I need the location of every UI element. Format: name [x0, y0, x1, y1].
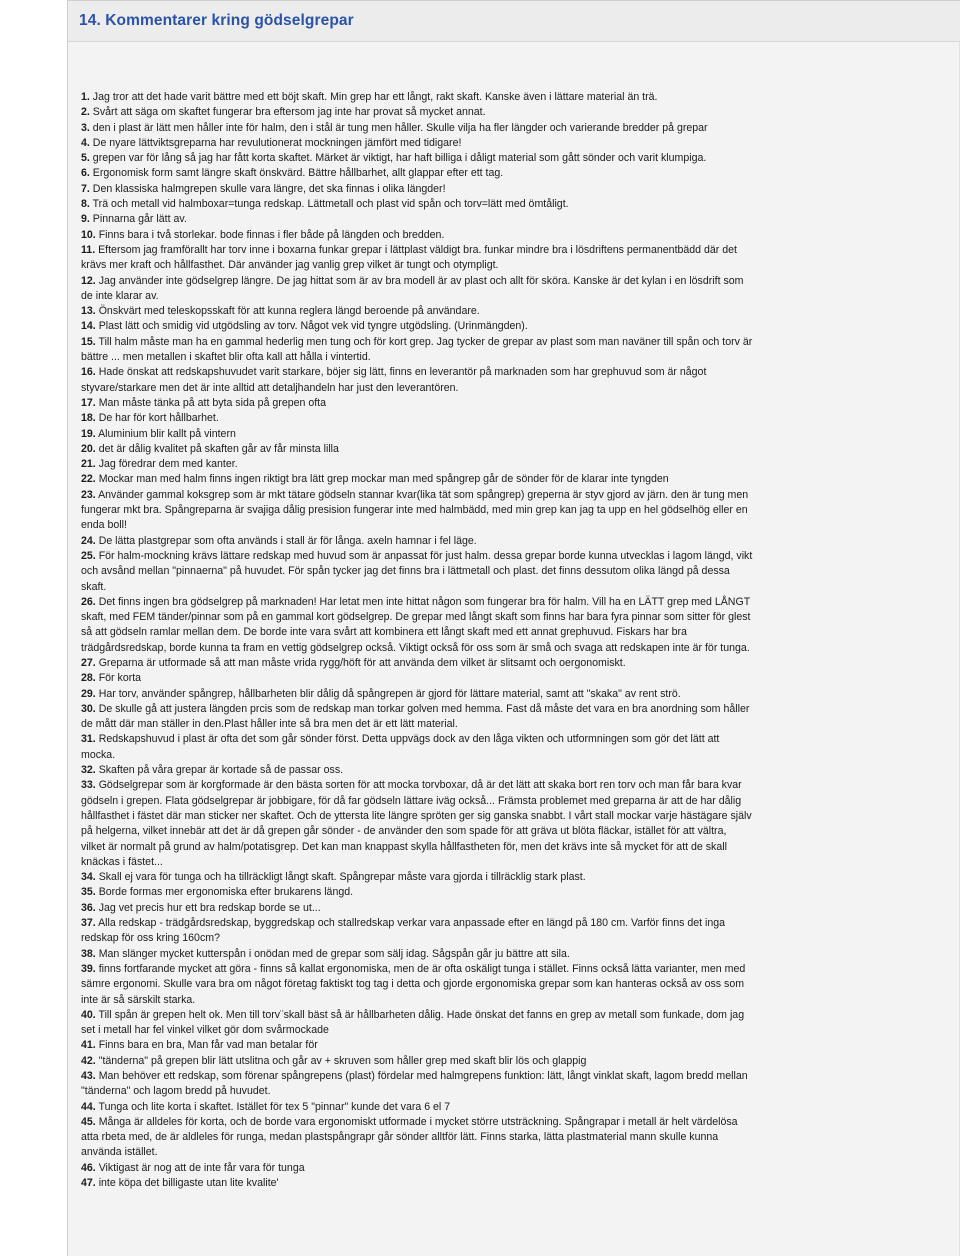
comment-item: [81, 488, 753, 534]
comment-number: 2.: [81, 106, 90, 119]
comment-item: [81, 671, 753, 686]
comment-number: 31.: [81, 733, 96, 746]
comment-number: 43.: [81, 1070, 96, 1082]
comment-text: Det finns ingen bra gödselgrep på marknaden! Har letat men inte hittat någon som fungerar bra för halm. Vill ha en LÄTT grep med LÅNGT skaft, med FEM tänder/pinnar som på en gammal kort gödselgrep. De grepar med långt skaft som finns har bara fyra pinnar som sitter för glest så att gödseln ramlar mellan dem. De borde inte vara svårt att kombinera ett långt skaft med ett annat grephuvud. Fiskars har bra trädgårdsredskap, borde kunna ta fram en vettig gödselgrep också. Viktigt också för oss som är små och svaga att redskapen inte är för tunga.: [81, 595, 751, 654]
comment-text: Svårt att säga om skaftet fungerar bra eftersom jag inte har provat så mycket annat.: [92, 106, 486, 119]
comment-number: 36.: [81, 901, 96, 914]
comment-text: Skall ej vara för tunga och ha tillräckligt långt skaft. Spångrepar måste vara gjorda i tillräcklig stark plast.: [98, 871, 586, 884]
comment-number: 1.: [81, 91, 90, 103]
comment-item: [81, 151, 753, 166]
comment-number: 17.: [81, 396, 96, 409]
comment-number: 26.: [81, 595, 96, 608]
comment-text: Använder gammal koksgrep som är mkt tätare gödseln stannar kvar(lika tät som spångrep) greperna är styv gjord av järn. den är tung men fungerar mkt bra. Spångreparna är svajiga dålig presision fungerar inte med halmbädd, med min grep kan jag ta upp en hel gödselhög eller en enda boll!: [81, 488, 749, 532]
comment-item: [81, 595, 753, 656]
comment-number: 46.: [81, 1161, 96, 1174]
comment-item: [81, 197, 753, 212]
comment-number: 18.: [81, 412, 96, 425]
comment-number: 20.: [81, 442, 96, 455]
comment-item: [81, 304, 753, 319]
comment-text: Gödselgrepar som är korgformade är den bästa sorten för att mocka torvboxar, då är det lätt att skaka bort ren torv och man får bara kvar gödseln i grepen. Flata gödselgrepar är jobbigare, för då far gödseln lättare iväg också... Främsta problemet med greparna är att de har dålig hållfasthet i fästet där man sticker ner skaftet. Och de yttersta lite längre spröten ger sig ganska snabbt. I vårt stall mockar varje hästägare själv på helgerna, vilket innebär att det är då grepen går sönder - de använder den som spade för att gräva ut blöta fläckar, istället för att vältra, vilket är normalt på grund av halm/potatisgrep. Det kan man knappast skylla hållfastheten för, men det krävs inte så mycket för att de skall knäckas i fästet...: [81, 779, 752, 868]
comment-item: [81, 274, 753, 305]
comment-item: [81, 901, 753, 916]
comment-item: [81, 335, 753, 366]
comment-item: [81, 732, 753, 763]
comment-item: [81, 962, 753, 1008]
comment-number: 45.: [81, 1115, 96, 1128]
comment-number: 29.: [81, 687, 96, 700]
comment-text: De lätta plastgrepar som ofta används i stall är för långa. axeln hamnar i fel läge.: [98, 534, 477, 547]
comment-text: Viktigast är nog att de inte får vara för tunga: [98, 1161, 305, 1174]
comment-item: [81, 702, 753, 733]
comment-number: 33.: [81, 779, 96, 792]
comment-item: [81, 1115, 753, 1161]
comment-item: [81, 427, 753, 442]
comment-text: Redskapshuvud i plast är ofta det som går sönder först. Detta uppvägs dock av den låga vikten och utformningen som gör det lätt att mocka.: [81, 733, 720, 761]
comment-item: [81, 549, 753, 595]
comment-item: [81, 534, 753, 549]
comment-text: Har torv, använder spångrep, hållbarheten blir dålig då spångrepen är gjord för lättare material, samt att "skaka" av rent strö.: [98, 687, 681, 700]
comment-number: 37.: [81, 917, 96, 930]
comment-text: Tunga och lite korta i skaftet. Istället för tex 5 "pinnar" kunde det vara 6 el 7: [98, 1100, 451, 1113]
comment-item: [81, 778, 753, 870]
comment-item: [81, 870, 753, 885]
comment-text: Man behöver ett redskap, som förenar spångrepens (plast) fördelar med halmgrepens funktion: lätt, långt vinklat skaft, lagom bredd mellan "tänderna" och lagom bredd på huvudet.: [81, 1070, 748, 1098]
comment-number: 7.: [81, 182, 90, 195]
comment-item: [81, 1100, 753, 1115]
comment-text: grepen var för lång så jag har fått korta skaftet. Märket är viktigt, har haft billiga i dåligt material som gått sönder och varit klumpiga.: [92, 152, 707, 165]
comment-text: Jag vet precis hur ett bra redskap borde se ut...: [98, 901, 321, 914]
comment-number: 15.: [81, 335, 96, 348]
comment-text: Till spån är grepen helt ok. Men till torv¨skall bäst så är hållbarheten dålig. Hade önskat det fanns en grep av metall som funkade, dom jag set i metall har fel vinkel vilket gör dom svårmockade: [81, 1008, 745, 1037]
comment-text: Jag använder inte gödselgrep längre. De jag hittat som är av bra modell är av plast och allt för sköra. Kanske är det kylan i en lösdrift som de inte klarar av.: [81, 274, 744, 302]
comment-text: Greparna är utformade så att man måste vrida rygg/höft för att använda dem vilket är slitsamt och oergonomiskt.: [98, 656, 626, 669]
comment-item: [81, 656, 753, 671]
comment-text: Önskvärt med teleskopsskaft för att kunna reglera längd beroende på användare.: [98, 305, 480, 318]
comment-item: [81, 396, 753, 411]
comment-text: Pinnarna går lätt av.: [92, 213, 187, 226]
comment-number: 35.: [81, 886, 96, 899]
comment-item: [81, 763, 753, 778]
comment-text: De har för kort hållbarhet.: [98, 412, 219, 425]
comment-text: Man måste tänka på att byta sida på grepen ofta: [98, 396, 327, 409]
comment-item: [81, 182, 753, 197]
comment-text: För halm-mockning krävs lättare redskap med huvud som är anpassat för just halm. dessa grepar borde kunna utvecklas i lagom längd, vikt och avsånd mellan "pinnaerna" på huvudet. För spån tycker jag det finns bra i lättmetall och plast. det finns dessutom olika längd på dessa skaft.: [81, 549, 753, 593]
comment-item: [81, 947, 753, 962]
comment-item: [81, 687, 753, 702]
comment-text: den i plast är lätt men håller inte för halm, den i stål är tung men håller. Skulle vilja ha fler längder och varierande bredder på grepar: [92, 121, 708, 134]
comment-text: De skulle gå att justera längden prcis som de redskap man torkar golven med hemma. Fast då måste det vara en bra anordning som håller de mått där man ställer in den.Plast håller inte så bra men det är ett lätt material.: [81, 702, 750, 731]
comment-item: [81, 228, 753, 243]
comment-item: [81, 90, 753, 105]
comment-text: Eftersom jag framförallt har torv inne i boxarna funkar grepar i lättplast väldigt bra. funkar mindre bra i lösdriftens permanentbädd där det krävs mer kraft och hållfasthet. Där använder jag vanlig grep vilket är tungt och otympligt.: [81, 243, 737, 272]
comment-item: [81, 1008, 753, 1039]
comment-item: [81, 212, 753, 227]
comment-text: Finns bara i två storlekar. bode finnas i fler både på längden och bredden.: [98, 228, 445, 241]
comment-number: 6.: [81, 167, 90, 180]
comment-text: "tänderna" på grepen blir lätt utslitna och går av + skruven som håller grep med skaft blir lös och glappig: [98, 1054, 587, 1067]
comment-text: Jag tror att det hade varit bättre med ett böjt skaft. Min grep har ett långt, rakt skaft. Kanske även i lättare material än trä.: [92, 91, 658, 103]
comment-text: Till halm måste man ha en gammal hederlig men tung och för kort grep. Jag tycker de grepar av plast som man naväner till spån och torv är bättre ... men metallen i skaftet blir ofta kall att hålla i vintertid.: [81, 335, 753, 364]
comment-text: Alla redskap - trädgårdsredskap, byggredskap och stallredskap verkar vara anpassade efter en längd på 180 cm. Varför finns det inga redskap för oss kring 160cm?: [81, 917, 726, 945]
comment-number: 10.: [81, 228, 96, 241]
comment-number: 30.: [81, 702, 96, 715]
comment-number: 19.: [81, 427, 96, 440]
comment-text: Den klassiska halmgrepen skulle vara längre, det ska finnas i olika längder!: [92, 182, 446, 195]
comment-number: 8.: [81, 198, 90, 211]
comment-item: [81, 916, 753, 947]
comment-text: Man slänger mycket kutterspån i onödan med de grepar som sälj idag. Sågspån går ju bättre att sila.: [98, 947, 570, 960]
comment-number: 32.: [81, 764, 96, 777]
comment-number: 27.: [81, 656, 96, 669]
comment-item: [81, 365, 753, 396]
comment-text: det är dålig kvalitet på skaften går av får minsta lilla: [98, 442, 339, 455]
comment-number: 5.: [81, 152, 90, 165]
comment-text: Jag föredrar dem med kanter.: [98, 458, 238, 471]
comment-number: 28.: [81, 672, 96, 685]
comment-text: Plast lätt och smidig vid utgödsling av torv. Något vek vid tyngre utgödsling. (Urinmängden).: [98, 320, 528, 333]
comment-text: Ergonomisk form samt längre skaft önskvärd. Bättre hållbarhet, allt glappar efter ett tag.: [92, 167, 504, 180]
comment-item: [81, 885, 753, 900]
comment-number: 42.: [81, 1054, 96, 1067]
comment-item: [81, 105, 753, 120]
comment-text: Skaften på våra grepar är kortade så de passar oss.: [98, 764, 344, 777]
comment-item: [81, 442, 753, 457]
comment-text: finns fortfarande mycket att göra - finns så kallat ergonomiska, men de är ofta oskäligt tunga i stället. Finns också lätta varianter, men med sämre ergonomi. Skulle vara bra om något företag faktiskt tog tag i detta och gjorde ergonomiska grepar som kan hanteras också av oss som inte är så särskilt starka.: [81, 962, 746, 1006]
comment-item: [81, 472, 753, 487]
comment-number: 9.: [81, 213, 90, 226]
comment-number: 13.: [81, 305, 96, 318]
comment-text: Mockar man med halm finns ingen riktigt bra lätt grep mockar man med spångrep går de sönder för de klarar inte tyngden: [98, 473, 669, 486]
comment-text: De nyare lättviktsgreparna har revulutionerat mockningen jämfört med tidigare!: [92, 136, 462, 149]
comment-item: [81, 1054, 753, 1069]
comment-number: 23.: [81, 488, 96, 501]
comment-text: inte köpa det billigaste utan lite kvalite': [98, 1177, 279, 1190]
comment-number: 3.: [81, 121, 90, 134]
comment-item: [81, 457, 753, 472]
comment-number: 12.: [81, 274, 96, 287]
comment-number: 14.: [81, 320, 96, 333]
comment-number: 24.: [81, 534, 96, 547]
comment-item: [81, 411, 753, 426]
comment-number: 4.: [81, 136, 90, 149]
comment-number: 25.: [81, 549, 96, 562]
comment-item: [81, 1069, 753, 1100]
comment-number: 38.: [81, 947, 96, 960]
comment-number: 21.: [81, 458, 96, 471]
comment-item: [81, 243, 753, 274]
comment-number: 34.: [81, 871, 96, 884]
comment-text: Trä och metall vid halmboxar=tunga redskap. Lättmetall och plast vid spån och torv=lätt med ömtåligt.: [92, 198, 569, 211]
comment-item: [81, 166, 753, 181]
comment-number: 44.: [81, 1100, 96, 1113]
comment-number: 40.: [81, 1008, 96, 1021]
comment-list: [81, 90, 753, 1191]
report-page: [67, 0, 960, 1256]
comment-text: Borde formas mer ergonomiska efter brukarens längd.: [98, 886, 354, 899]
comment-number: 41.: [81, 1039, 96, 1052]
section-title: 14. Kommentarer kring gödselgrepar: [79, 12, 354, 29]
comment-text: Aluminium blir kallt på vintern: [98, 427, 236, 440]
section-header: [68, 1, 960, 42]
comment-number: 47.: [81, 1177, 96, 1190]
comment-item: [81, 1176, 753, 1191]
comment-item: [81, 319, 753, 334]
comment-text: Finns bara en bra, Man får vad man betalar för: [98, 1039, 318, 1052]
comment-number: 16.: [81, 366, 96, 379]
comment-text: För korta: [98, 672, 142, 685]
comment-number: 11.: [81, 243, 96, 256]
comment-item: [81, 1161, 753, 1176]
comment-number: 39.: [81, 962, 96, 975]
comment-item: [81, 121, 753, 136]
comment-text: Många är alldeles för korta, och de borde vara ergonomiskt utformade i mycket större utsträckning. Spångrapar i metall är helt värdelösa atta rbeta med, de är aldleles för runga, medan plastspångrapr går sönder alltför lätt. Finns starka, lätta plastmaterial mann skulle kunna använda istället.: [81, 1115, 738, 1159]
comment-number: 22.: [81, 473, 96, 486]
comments-panel: [68, 42, 960, 1256]
comment-item: [81, 1038, 753, 1053]
comment-item: [81, 136, 753, 151]
comment-text: Hade önskat att redskapshuvudet varit starkare, böjer sig lätt, finns en leverantör på marknaden som har grephuvud som är något styvare/starkare men det är inte alltid att detaljhandeln har just den leverantören.: [81, 366, 707, 394]
